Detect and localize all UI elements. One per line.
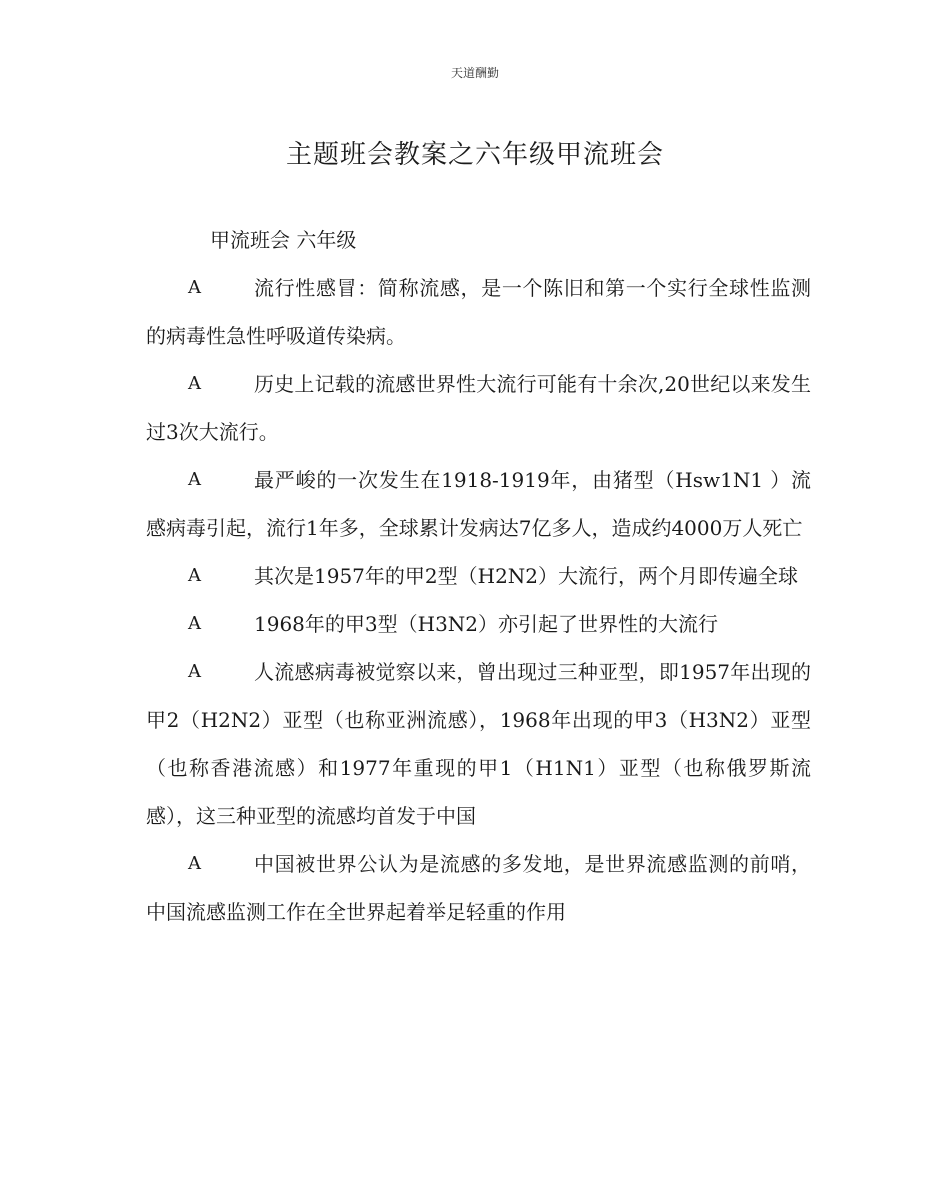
bullet-marker: A	[188, 661, 201, 682]
bullet-marker: A	[188, 277, 201, 298]
paragraph	[146, 600, 811, 648]
paragraph	[146, 648, 811, 840]
paragraph	[146, 456, 811, 552]
bullet-marker: A	[188, 853, 201, 874]
paragraph-text: 人流感病毒被觉察以来，曾出现过三种亚型，即1957年出现的甲2（H2N2）亚型（也称亚洲流感），1968年出现的甲3（H3N2）亚型（也称香港流感）和1977年重现的甲1（H1N1）亚型（也称俄罗斯流感），这三种亚型的流感均首发于中国	[146, 660, 811, 828]
document-title: 主题班会教案之六年级甲流班会	[285, 140, 664, 170]
bullet-marker: A	[188, 373, 201, 394]
paragraph	[146, 264, 811, 360]
document-body	[146, 264, 811, 936]
paragraph	[146, 552, 811, 600]
paragraph-text: 1968年的甲3型（H3N2）亦引起了世界性的大流行	[254, 612, 719, 636]
bullet-marker: A	[188, 613, 201, 634]
paragraph	[146, 840, 811, 936]
paragraph	[146, 360, 811, 456]
bullet-marker: A	[188, 469, 201, 490]
paragraph-text: 流行性感冒：简称流感，是一个陈旧和第一个实行全球性监测的病毒性急性呼吸道传染病。	[146, 276, 811, 348]
page-header: 天道酬勤	[450, 66, 499, 80]
paragraph-text: 最严峻的一次发生在1918-1919年，由猪型（Hsw1N1 ）流感病毒引起，流行1年多，全球累计发病达7亿多人，造成约4000万人死亡	[146, 468, 811, 540]
paragraph-text: 其次是1957年的甲2型（H2N2）大流行，两个月即传遍全球	[254, 564, 799, 588]
paragraph-text: 中国被世界公认为是流感的多发地，是世界流感监测的前哨，中国流感监测工作在全世界起着举足轻重的作用	[146, 852, 811, 924]
bullet-marker: A	[188, 565, 201, 586]
document-subtitle: 甲流班会 六年级	[210, 228, 357, 252]
paragraph-text: 历史上记载的流感世界性大流行可能有十余次,20世纪以来发生过3次大流行。	[146, 372, 811, 444]
